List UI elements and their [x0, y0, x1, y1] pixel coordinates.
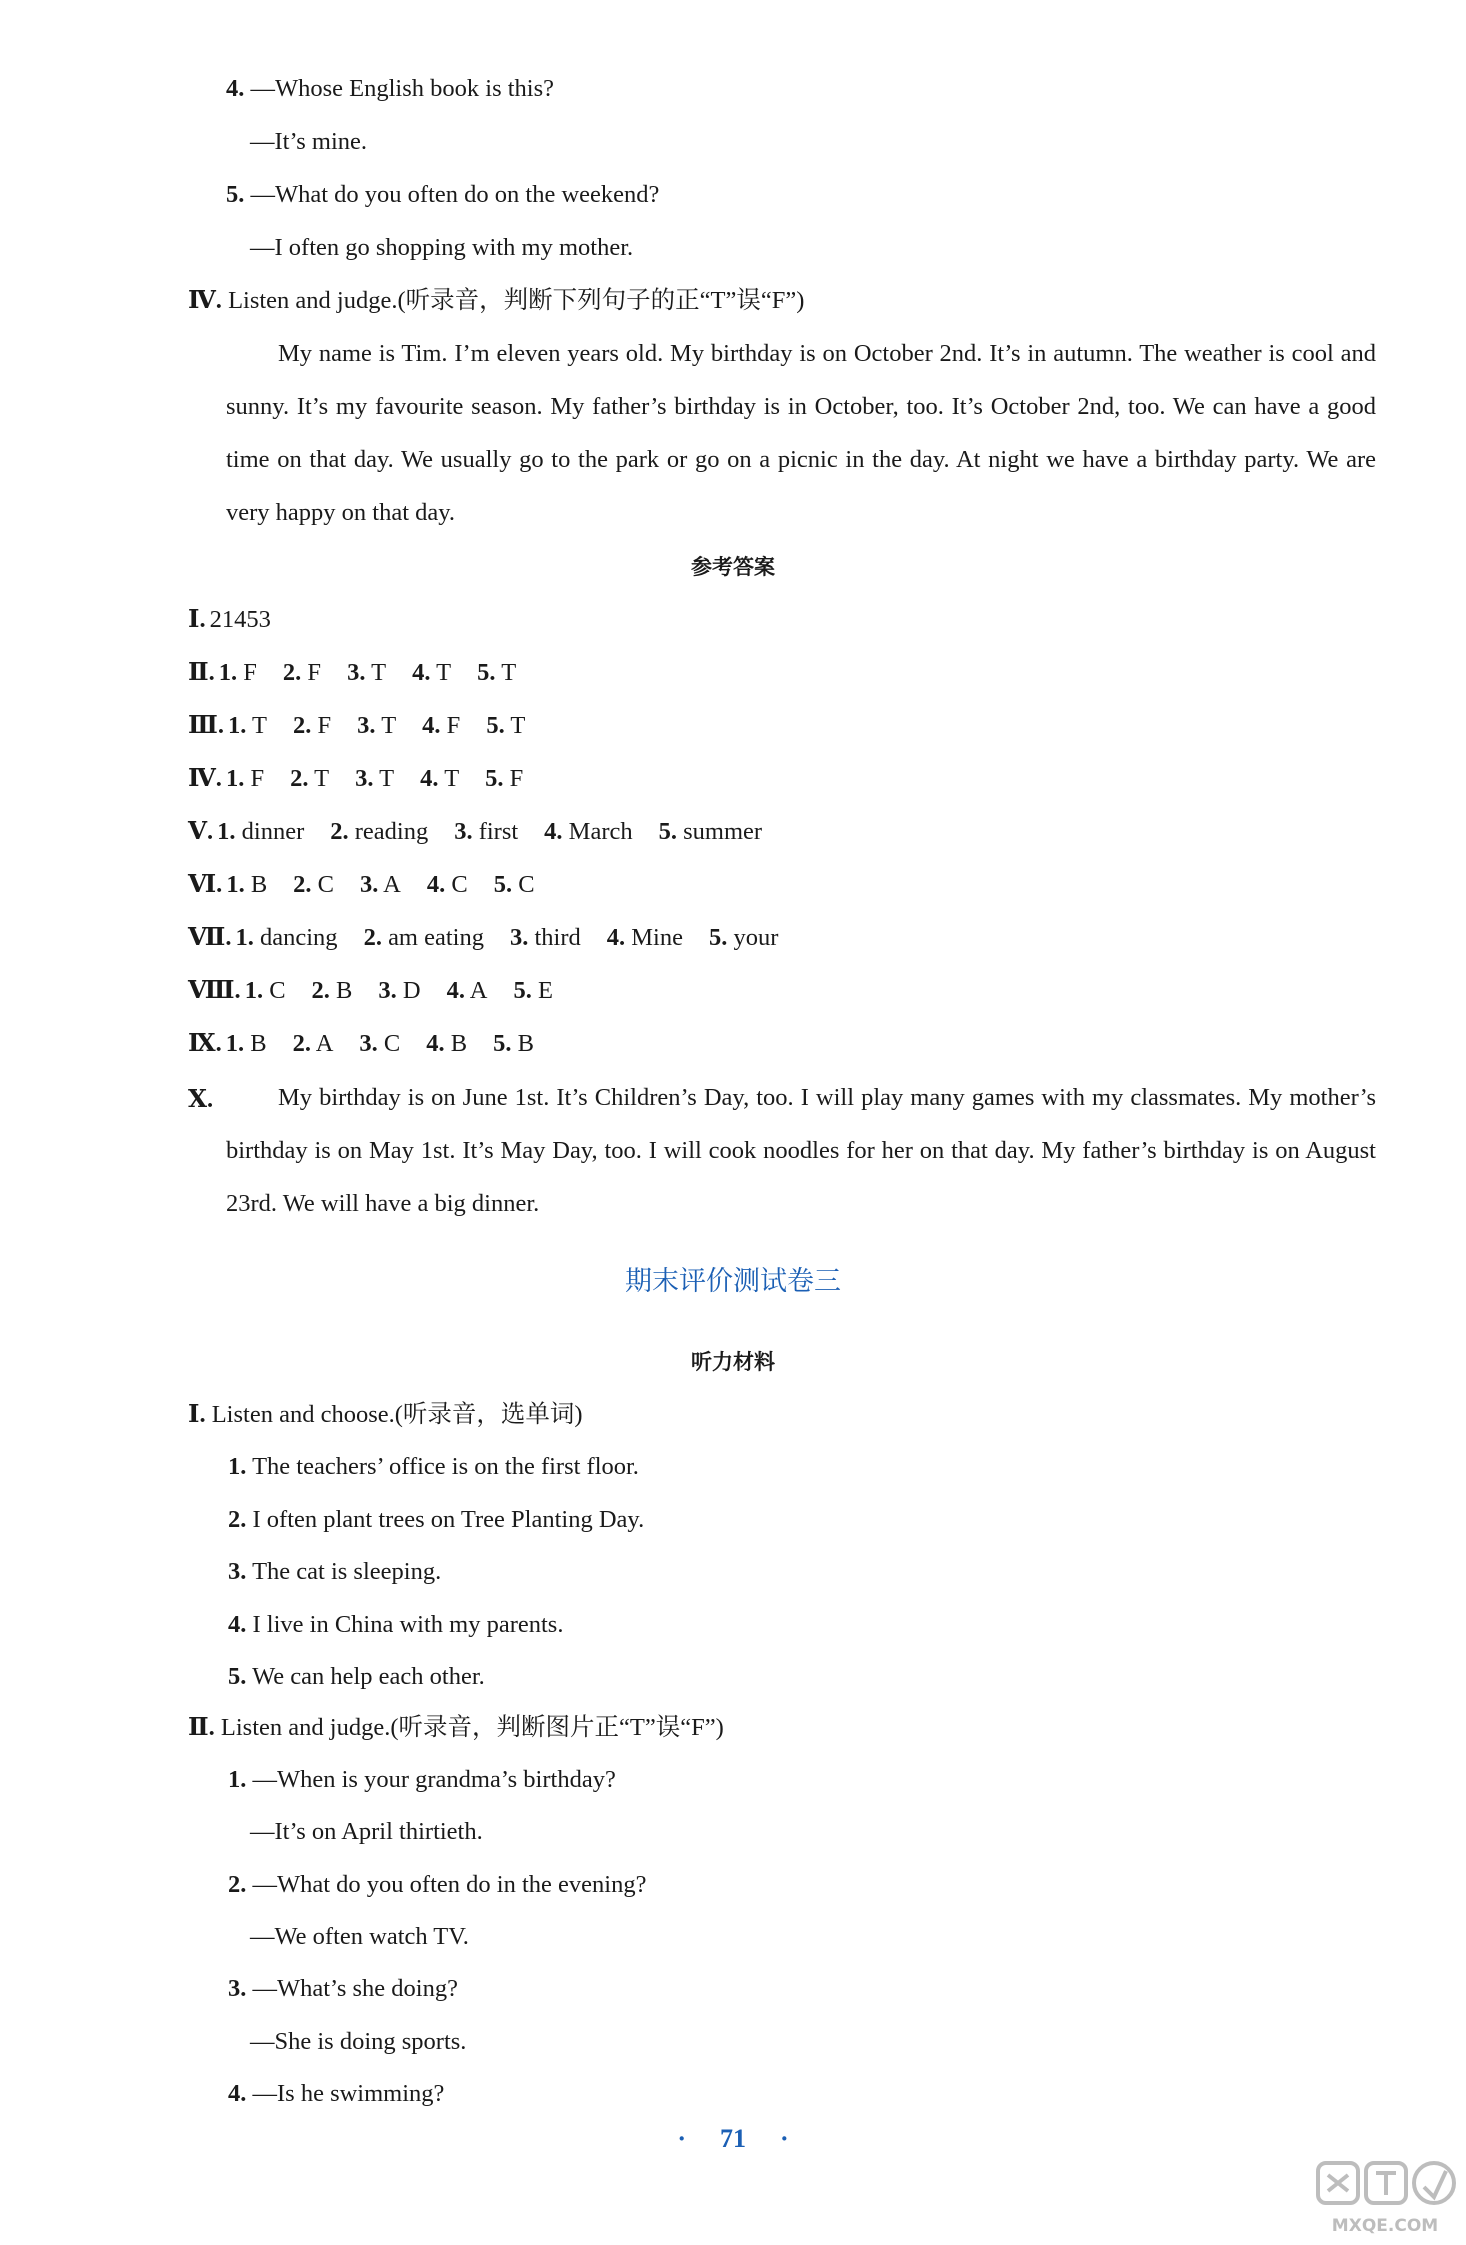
answer-item-value: A: [383, 871, 401, 898]
listen2-question-text: —Is he swimming?: [252, 2079, 445, 2107]
answer-item-value: T: [379, 765, 395, 792]
answer-item-value: T: [381, 712, 397, 739]
answer-item-number: 5.: [477, 659, 496, 686]
listen2-question: [228, 1765, 616, 1795]
answer-item-value: F: [509, 765, 524, 792]
answer-item: [709, 924, 778, 951]
answer-row: [188, 1029, 534, 1059]
answer-item: [659, 818, 762, 845]
answer-item-value: T: [436, 659, 452, 686]
listen1-item-text: The cat is sleeping.: [252, 1558, 442, 1585]
answer-item-value: T: [314, 765, 330, 792]
listen1-item: [228, 1610, 563, 1640]
answer-item-value: F: [243, 659, 257, 686]
answer-item-value: am eating: [388, 924, 484, 951]
answer-item-number: 5.: [493, 1030, 512, 1057]
answer-item: [493, 1030, 534, 1057]
answer-item-number: 3.: [509, 924, 529, 951]
answer-item-value: C: [269, 977, 286, 1004]
answer-item-value: D: [402, 977, 421, 1004]
answer-item-number: 4.: [420, 765, 439, 792]
answer-row: [188, 817, 762, 847]
listen2-question-text: —What do you often do in the evening?: [252, 1870, 647, 1898]
answer-item-number: 3.: [355, 765, 374, 792]
answer-item-number: 1.: [225, 1030, 245, 1057]
answer-item-value: March: [568, 818, 633, 845]
answers-heading: 参考答案: [691, 555, 775, 579]
answer-item: [513, 977, 552, 1004]
listen2-item-number: 4.: [228, 2079, 247, 2107]
answer-row-numeral: Ⅴ.: [188, 818, 214, 845]
part4-instruction: Ⅳ. Listen and judge.(听录音，判断下列句子的正“T”误“F”): [188, 287, 805, 314]
answer-row-numeral: Ⅱ.: [188, 659, 215, 686]
answer-item-value: T: [444, 765, 460, 792]
answer-item-number: 3.: [454, 818, 473, 845]
answer-item-number: 4.: [544, 818, 563, 845]
answer-item-number: 1.: [227, 712, 247, 739]
answer-item: [226, 765, 264, 792]
listen1-item-text: The teachers’ office is on the first floor.: [252, 1453, 639, 1480]
answer-item: [219, 659, 257, 686]
answer-item: [228, 712, 267, 739]
answer-row: [188, 764, 523, 794]
answer-item-value: A: [469, 977, 488, 1004]
answer-item-number: 4.: [446, 977, 465, 1004]
answer-item: [494, 871, 535, 898]
answer-item-number: 5.: [485, 765, 504, 792]
listen1-item-number: 5.: [228, 1663, 247, 1690]
listen1-item: [228, 1662, 485, 1692]
answer-row: [188, 976, 553, 1006]
answer-item: [422, 712, 460, 739]
answer-item-value: T: [510, 712, 526, 739]
answer-item: [544, 818, 632, 845]
answer-item: [359, 1030, 400, 1057]
answer-item-value: C: [317, 871, 334, 898]
answer-item-number: 2.: [293, 712, 312, 739]
answer-item-value: B: [450, 1030, 468, 1057]
answer-item-value: T: [501, 659, 517, 686]
answer-item-number: 2.: [282, 659, 302, 686]
answer-item: [357, 712, 396, 739]
answer-item-number: 3.: [347, 659, 366, 686]
answer-row-numeral: Ⅶ.: [188, 924, 232, 951]
listen2-question: [228, 1870, 646, 1900]
answer-item: [210, 606, 271, 633]
answer-item-value: F: [250, 765, 265, 792]
answer-row-numeral: Ⅲ.: [188, 712, 224, 739]
answer-item-number: 3.: [357, 712, 376, 739]
answer-item-number: 2.: [311, 977, 330, 1004]
answer-item-number: 5.: [513, 977, 532, 1004]
answer-item-number: 5.: [658, 818, 677, 845]
listen2-instruction: Ⅱ. Listen and judge.(听录音，判断图片正“T”误“F”): [188, 1714, 724, 1741]
listen1-instruction: Ⅰ. Listen and choose.(听录音，选单词): [188, 1401, 583, 1428]
listening-heading: 听力材料: [691, 1350, 775, 1374]
answer-row-numeral: Ⅸ.: [188, 1030, 222, 1057]
section-title: 期末评价测试卷三: [625, 1266, 841, 1297]
answer-item-number: 4.: [606, 924, 626, 951]
listen1-item-number: 3.: [228, 1558, 247, 1585]
answer-item-number: 1.: [226, 871, 245, 898]
answer-row-numeral: Ⅷ.: [188, 977, 241, 1004]
answer-item-value: T: [371, 659, 387, 686]
answer-row: [188, 658, 516, 688]
answer-item-value: B: [250, 1030, 267, 1057]
answer-item-value: dinner: [241, 818, 305, 845]
answer-row-numeral: Ⅳ.: [188, 765, 222, 792]
listen1-item-text: I often plant trees on Tree Planting Day.: [252, 1505, 645, 1533]
answer-item: [245, 977, 286, 1004]
answer-item: [412, 659, 451, 686]
watermark-text: MXQE.COM: [1331, 2216, 1439, 2236]
answer-item-value: B: [336, 977, 353, 1004]
answer-item: [290, 765, 329, 792]
listen2-item-number: 2.: [228, 1870, 247, 1898]
answer-item-number: 1.: [244, 977, 264, 1004]
listen1-item-text: I live in China with my parents.: [252, 1610, 564, 1638]
answer-item: [486, 712, 525, 739]
answer-item: [447, 977, 488, 1004]
answer-row-numeral: Ⅵ.: [188, 871, 223, 898]
answer-row: [188, 605, 271, 635]
listen1-item: [228, 1557, 441, 1587]
answer-item-number: 5.: [486, 712, 505, 739]
dialogue-5-question: 5. —What do you often do on the weekend?: [226, 181, 660, 208]
answer-item-value: E: [537, 977, 553, 1004]
answer-item: [364, 924, 484, 951]
listen2-answer: —It’s on April thirtieth.: [250, 1818, 483, 1846]
answer-item-number: 1.: [235, 924, 254, 951]
listen1-item: [228, 1505, 644, 1535]
answer-row-numeral: Ⅰ.: [188, 606, 206, 633]
listen1-item-number: 4.: [228, 1610, 247, 1638]
answer-item-value: C: [451, 871, 468, 898]
answer-item-number: 2.: [330, 818, 349, 845]
answer-item-number: 3.: [359, 1030, 378, 1057]
listen2-question-text: —When is your grandma’s birthday?: [252, 1766, 616, 1793]
answer-item: [454, 818, 518, 845]
dialogue-4-question: 4. —Whose English book is this?: [226, 75, 555, 102]
dot-left: ·: [677, 2124, 686, 2153]
answer-item-value: C: [518, 871, 535, 898]
listen2-question: [228, 2079, 444, 2109]
answer-item-number: 1.: [217, 818, 236, 845]
listen1-item: [228, 1452, 639, 1482]
listen1-item-text: We can help each other.: [252, 1663, 485, 1690]
answer-item: [426, 1030, 467, 1057]
answer-item-number: 5.: [708, 924, 728, 951]
answer-item-value: B: [517, 1030, 534, 1057]
answer-item: [293, 712, 331, 739]
watermark-icon: [1310, 2157, 1460, 2239]
answer-item: [510, 924, 581, 951]
part4-passage: My name is Tim. I’m eleven years old. My birthday is on October 2nd. It’s in autumn. The weather is cool and sunny. It’s my favourite season. My father’s birthday is in October, too. It’s October 2nd, too. We can have a good time on that day. We usually go to the park or go on a picnic in the day. At night we have a birthday party. We are very happy on that day.: [226, 340, 1376, 526]
answer-item-number: 1.: [225, 765, 245, 792]
answer-item: [378, 977, 420, 1004]
answer-item-value: third: [534, 924, 581, 951]
answer-item-number: 5.: [493, 871, 513, 898]
answer-item-number: 4.: [412, 659, 431, 686]
answer-item-value: T: [252, 712, 267, 739]
answer-item-value: reading: [354, 818, 429, 845]
answer-item: [420, 765, 459, 792]
listen2-question-text: —What’s she doing?: [252, 1975, 458, 2003]
answer-item-value: F: [307, 659, 322, 686]
answer-row: [188, 870, 535, 900]
answer-item: [293, 871, 334, 898]
answer-item: [330, 818, 428, 845]
listen2-item-number: 1.: [228, 1766, 247, 1793]
answer-item: [607, 924, 683, 951]
answer-item: [236, 924, 338, 951]
answer-10-text: My birthday is on June 1st. It’s Children’s Day, too. I will play many games with my classmates. My mother’s birthday is on May 1st. It’s May Day, too. I will cook noodles for her on that day. My father’s birthday is on August 23rd. We will have a big dinner.: [226, 1084, 1376, 1217]
answer-item: [347, 659, 386, 686]
answer-item-value: summer: [683, 818, 763, 845]
answer-item-value: Mine: [631, 924, 683, 951]
answer-item-value: F: [446, 712, 461, 739]
answer-item-value: first: [478, 818, 519, 845]
listen1-item-number: 1.: [228, 1453, 247, 1480]
answer-item-value: B: [250, 871, 268, 898]
listen2-question: [228, 1974, 458, 2004]
listen2-answer: —She is doing sports.: [250, 2027, 467, 2055]
listen1-item-number: 2.: [228, 1505, 247, 1533]
answer-item-value: 21453: [209, 606, 271, 633]
answer-item-number: 4.: [426, 871, 446, 898]
answer-item: [283, 659, 321, 686]
answer-item-value: dancing: [260, 924, 338, 951]
answer-row: [188, 923, 778, 953]
answer-item-number: 4.: [422, 712, 441, 739]
answer-item: [226, 1030, 267, 1057]
answer-item: [485, 765, 523, 792]
answer-item-value: A: [315, 1030, 334, 1057]
answer-item: [360, 871, 401, 898]
answer-item: [477, 659, 516, 686]
watermark-logo: [1310, 2157, 1460, 2239]
answer-item: [355, 765, 394, 792]
answer-item-number: 3.: [360, 871, 379, 898]
listen2-item-number: 3.: [228, 1975, 247, 2003]
answer-item-value: F: [317, 712, 332, 739]
answer-item-number: 2.: [290, 765, 309, 792]
answer-item: [293, 1030, 334, 1057]
answer-item: [226, 871, 267, 898]
dialogue-5-answer: —I often go shopping with my mother.: [250, 234, 634, 261]
answer-item-value: C: [383, 1030, 401, 1057]
answer-item-number: 2.: [293, 871, 312, 898]
answer-item-number: 3.: [378, 977, 397, 1004]
answer-item: [217, 818, 304, 845]
answer-10-numeral: Ⅹ.: [188, 1086, 214, 1113]
answer-item-number: 1.: [218, 659, 238, 686]
answer-item: [427, 871, 468, 898]
listen2-answer: —We often watch TV.: [250, 1922, 469, 1950]
answer-item-number: 2.: [292, 1030, 311, 1057]
answer-item: [312, 977, 353, 1004]
dot-right: ·: [780, 2124, 789, 2153]
answer-row: [188, 711, 525, 741]
answer-item-number: 2.: [363, 924, 382, 951]
dialogue-4-answer: —It’s mine.: [250, 128, 368, 155]
answer-item-number: 4.: [426, 1030, 445, 1057]
page-number: · 71 ·: [0, 2122, 1466, 2156]
answer-item-value: your: [733, 924, 779, 951]
